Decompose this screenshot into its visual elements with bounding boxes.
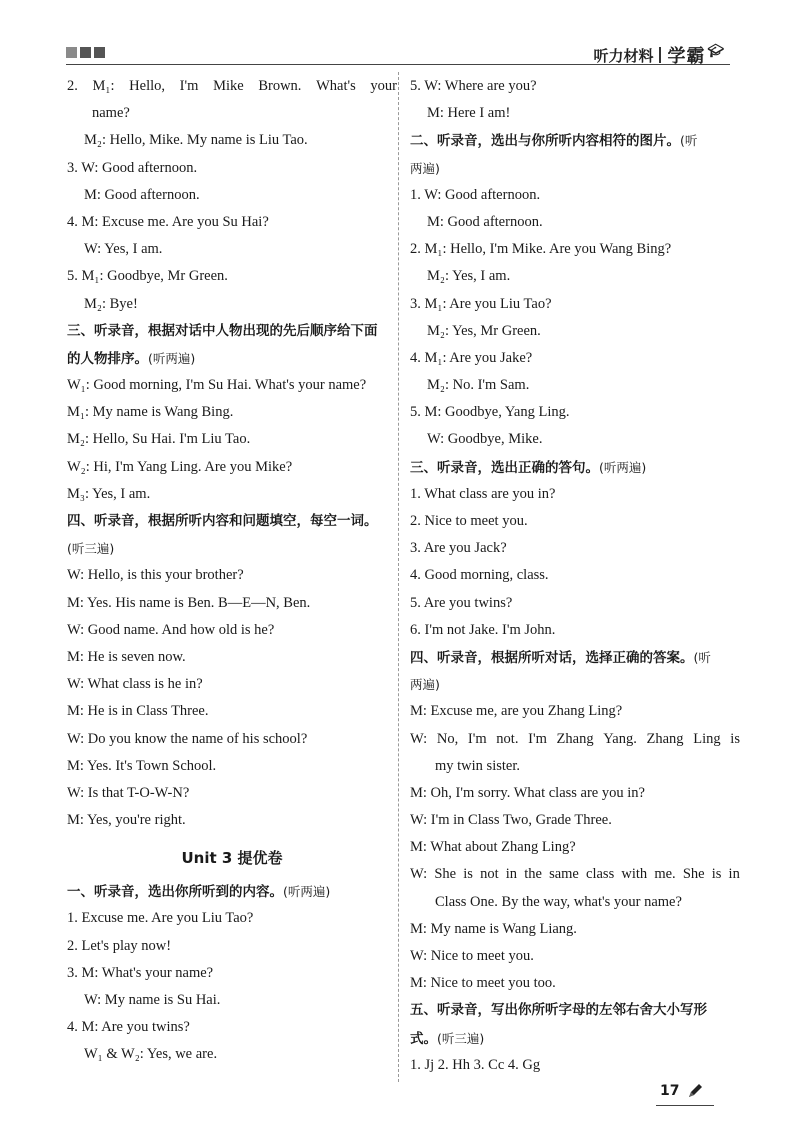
text-line-content: W₁ & W₂: Yes, we are.: [84, 1046, 218, 1063]
text-line: [67, 155, 397, 182]
text-line: [67, 878, 397, 905]
text-line: [410, 535, 740, 562]
text-word: I'm: [179, 78, 199, 94]
text-line: [67, 100, 397, 127]
listen-times-note: (听三遍): [437, 1030, 485, 1046]
text-line-content: M: What about Zhang Ling?: [410, 839, 576, 856]
text-line-content: 2. Let's play now!: [67, 937, 172, 954]
text-line-content: 1. Excuse me. Are you Liu Tao?: [67, 910, 254, 927]
text-word: class: [586, 866, 615, 883]
listen-times-note: 两遍): [410, 677, 440, 693]
text-word: not.: [496, 730, 519, 747]
left-column: [67, 73, 397, 1069]
text-line-content: M₁: My name is Wang Bing.: [67, 404, 234, 421]
text-word: Yang.: [603, 730, 637, 747]
listen-times-note: (听两遍): [148, 350, 196, 366]
listen-times-note: (听三遍): [67, 541, 115, 557]
text-word: W:: [410, 730, 428, 747]
text-line: [410, 671, 740, 698]
text-line-content: M: Good afternoon.: [84, 186, 200, 203]
text-line: [67, 987, 397, 1014]
text-line: [67, 753, 397, 780]
text-line-content: W₂: Hi, I'm Yang Ling. Are you Mike?: [67, 458, 293, 475]
text-line-content: M: Nice to meet you too.: [410, 975, 556, 992]
text-word: in: [505, 866, 518, 883]
text-line: [410, 345, 740, 372]
text-line: [67, 726, 397, 753]
text-line-content: M₂: Hello, Su Hai. I'm Liu Tao.: [67, 431, 251, 448]
text-line: [410, 861, 740, 888]
text-line: [410, 236, 740, 263]
text-word: M₁:: [92, 78, 115, 94]
text-line: [67, 345, 397, 372]
text-line: [410, 726, 740, 753]
text-line: [67, 905, 397, 932]
header-decoration: [66, 47, 105, 58]
text-line: [410, 182, 740, 209]
text-line-content: W: Nice to meet you.: [410, 948, 534, 964]
text-line-content: W: Do you know the name of his school?: [67, 730, 308, 747]
text-line: [67, 590, 397, 617]
text-line: [410, 127, 740, 154]
text-line: [410, 970, 740, 997]
text-word: Zhang: [556, 730, 594, 747]
text-word: the: [524, 866, 542, 883]
text-word: I'm: [467, 730, 487, 747]
text-line: [410, 617, 740, 644]
text-line-content: 五、听录音，写出你所听字母的左邻右舍大小写形: [410, 1002, 707, 1019]
text-line-content: 6. I'm not Jake. I'm John.: [410, 621, 556, 638]
text-word: No,: [436, 730, 459, 747]
text-word: is: [711, 866, 722, 883]
text-line-content: 1. What class are you in?: [410, 485, 556, 502]
text-line-content: M: Yes, you're right.: [67, 812, 186, 829]
text-line-content: M₂: Hello, Mike. My name is Liu Tao.: [84, 132, 308, 149]
unit-title: Unit 3 提优卷: [181, 849, 283, 868]
text-line-content: W: Goodbye, Mike.: [427, 431, 543, 448]
text-line: [410, 209, 740, 236]
text-line: [410, 291, 740, 318]
header-brand: 学霸: [667, 46, 706, 67]
header-section-label: 听力材料: [593, 46, 654, 65]
text-line-content: 二、听录音，选出与你所听内容相符的图片。: [410, 133, 680, 150]
text-line: [410, 644, 740, 671]
text-line-content: 3. W: Good afternoon.: [67, 159, 198, 176]
text-line: [67, 399, 397, 426]
text-line-content: W: My name is Su Hai.: [84, 992, 221, 1008]
text-line: [410, 155, 740, 182]
text-line-content: 四、听录音，根据所听对话，选择正确的答案。: [410, 649, 694, 666]
text-line: [67, 535, 397, 562]
text-word: Mike: [213, 78, 244, 94]
text-line-content: 三、听录音，根据对话中人物出现的先后顺序给下面: [67, 322, 378, 339]
text-line-content: my twin sister.: [435, 757, 520, 774]
text-line: [67, 508, 397, 535]
text-line: [67, 1014, 397, 1041]
text-line: [410, 590, 740, 617]
text-line: [67, 263, 397, 290]
text-line-content: M: He is in Class Three.: [67, 703, 209, 720]
text-line-content: W: Yes, I am.: [84, 241, 163, 258]
text-line: [410, 807, 740, 834]
text-word: not: [480, 866, 499, 883]
text-line-content: 4. M₁: Are you Jake?: [410, 349, 533, 366]
text-line: [410, 889, 740, 916]
text-line-content: 式。: [410, 1030, 437, 1047]
text-line-content: 三、听录音，选出正确的答句。: [410, 459, 599, 476]
text-line: [410, 997, 740, 1024]
text-line: [67, 454, 397, 481]
text-line: [410, 916, 740, 943]
text-line: [410, 562, 740, 589]
text-line: [67, 562, 397, 589]
text-line-content: 2. Nice to meet you.: [410, 513, 528, 529]
text-word: She: [434, 866, 457, 883]
text-line: [410, 426, 740, 453]
text-line-content: 4. M: Excuse me. Are you Su Hai?: [67, 213, 269, 230]
listen-times-note: (听两遍): [283, 884, 331, 900]
text-line-content: 四、听录音，根据所听内容和问题填空，每空一词。: [67, 513, 378, 529]
text-line: [410, 508, 740, 535]
text-line-content: 3. M: What's your name?: [67, 964, 214, 981]
header-rule: [66, 64, 730, 65]
text-line-content: W: What class is he in?: [67, 676, 203, 693]
text-line-content: 3. Are you Jack?: [410, 540, 507, 557]
text-line-content: W₁: Good morning, I'm Su Hai. What's your name?: [67, 377, 367, 394]
text-line-content: 3. M₁: Are you Liu Tao?: [410, 295, 552, 312]
column-divider: [398, 72, 399, 1082]
listen-times-note: (听两遍): [599, 459, 647, 475]
text-line: [410, 372, 740, 399]
text-word: in: [728, 866, 740, 883]
text-line-content: M₂: Bye!: [84, 295, 138, 312]
header-separator: [659, 47, 661, 63]
text-line: [410, 780, 740, 807]
text-line: [67, 780, 397, 807]
text-line: [67, 291, 397, 318]
graduation-cap-icon: 🎓︎: [707, 43, 724, 59]
text-word: is: [730, 730, 740, 747]
text-line: [410, 753, 740, 780]
listen-times-note: 两遍): [410, 160, 440, 176]
text-word: same: [549, 866, 579, 883]
text-line: [67, 671, 397, 698]
text-line: [410, 943, 740, 970]
text-line-content: M: Yes. His name is Ben. B—E—N, Ben.: [67, 594, 311, 611]
text-line: [67, 236, 397, 263]
text-line: [67, 481, 397, 508]
text-line-content: 1. W: Good afternoon.: [410, 186, 541, 203]
text-line-content: M: Oh, I'm sorry. What class are you in?: [410, 784, 645, 801]
text-line: [67, 73, 397, 100]
text-line-content: 的人物排序。: [67, 350, 148, 367]
text-word: Zhang: [646, 730, 684, 747]
text-line-content: M: Here I am!: [427, 105, 511, 122]
page-number: 17: [660, 1083, 680, 1099]
text-line-content: M₂: Yes, I am.: [427, 268, 511, 285]
text-word: She: [682, 866, 705, 883]
text-line: [67, 209, 397, 236]
text-line: [67, 960, 397, 987]
text-line-content: W: Good name. And how old is he?: [67, 621, 275, 638]
text-line: [410, 834, 740, 861]
text-line-content: 1. Jj 2. Hh 3. Cc 4. Gg: [410, 1056, 541, 1073]
text-line-content: 5. M: Goodbye, Yang Ling.: [410, 404, 570, 421]
text-line: [67, 698, 397, 725]
text-line-content: Class One. By the way, what's your name?: [435, 893, 682, 910]
text-line: [67, 807, 397, 834]
text-line: [67, 318, 397, 345]
text-line: [410, 318, 740, 345]
text-line-content: M₃: Yes, I am.: [67, 485, 151, 502]
text-word: Brown.: [258, 78, 302, 94]
text-line-content: W: I'm in Class Two, Grade Three.: [410, 812, 612, 829]
text-line: [67, 644, 397, 671]
text-line-content: M: Good afternoon.: [427, 213, 543, 230]
text-line: [410, 698, 740, 725]
text-line: [67, 426, 397, 453]
text-line-content: M₂: Yes, Mr Green.: [427, 322, 541, 339]
text-line: [67, 933, 397, 960]
text-word: What's: [316, 78, 356, 94]
text-line: [410, 399, 740, 426]
text-line-content: 5. W: Where are you?: [410, 78, 537, 94]
footer-rule: [656, 1105, 714, 1106]
text-word: is: [463, 866, 473, 883]
page-footer: [660, 1083, 703, 1099]
text-word: I'm: [528, 730, 547, 747]
text-line: [67, 127, 397, 154]
text-line-content: M: Excuse me, are you Zhang Ling?: [410, 703, 623, 720]
text-line-content: M: He is seven now.: [67, 648, 186, 665]
text-line-content: 一、听录音，选出你所听到的内容。: [67, 884, 283, 901]
text-word: me.: [654, 866, 676, 883]
text-line: [410, 263, 740, 290]
text-line-content: 5. M₁: Goodbye, Mr Green.: [67, 268, 228, 285]
listen-times-note: (听: [680, 133, 698, 149]
text-word: Ling: [693, 730, 721, 747]
text-line: [410, 73, 740, 100]
text-line: [67, 1041, 397, 1068]
text-line-content: 4. Good morning, class.: [410, 567, 549, 584]
pen-icon: [687, 1083, 703, 1099]
text-line: [410, 1052, 740, 1079]
text-line-content: 4. M: Are you twins?: [67, 1019, 190, 1036]
text-line-content: 5. Are you twins?: [410, 594, 513, 611]
text-line-content: M: Yes. It's Town School.: [67, 757, 217, 774]
text-word: 2.: [67, 78, 78, 94]
text-line: [410, 454, 740, 481]
text-word: your: [370, 78, 397, 94]
text-line-content: 2. M₁: Hello, I'm Mike. Are you Wang Bing?: [410, 241, 672, 258]
text-word: Hello,: [129, 78, 166, 94]
text-line-content: W: Hello, is this your brother?: [67, 567, 244, 584]
text-line: [67, 617, 397, 644]
text-line: [67, 182, 397, 209]
text-line: [410, 100, 740, 127]
listen-times-note: (听: [693, 649, 711, 665]
text-line: [410, 481, 740, 508]
text-line: [410, 1025, 740, 1052]
text-word: W:: [410, 866, 428, 883]
text-word: with: [621, 866, 648, 883]
right-column: [410, 73, 740, 1079]
text-line-content: W: Is that T-O-W-N?: [67, 784, 190, 801]
text-line-content: name?: [92, 105, 130, 122]
text-line: [67, 372, 397, 399]
text-line-content: M: My name is Wang Liang.: [410, 920, 577, 937]
text-line-content: M₂: No. I'm Sam.: [427, 377, 530, 394]
